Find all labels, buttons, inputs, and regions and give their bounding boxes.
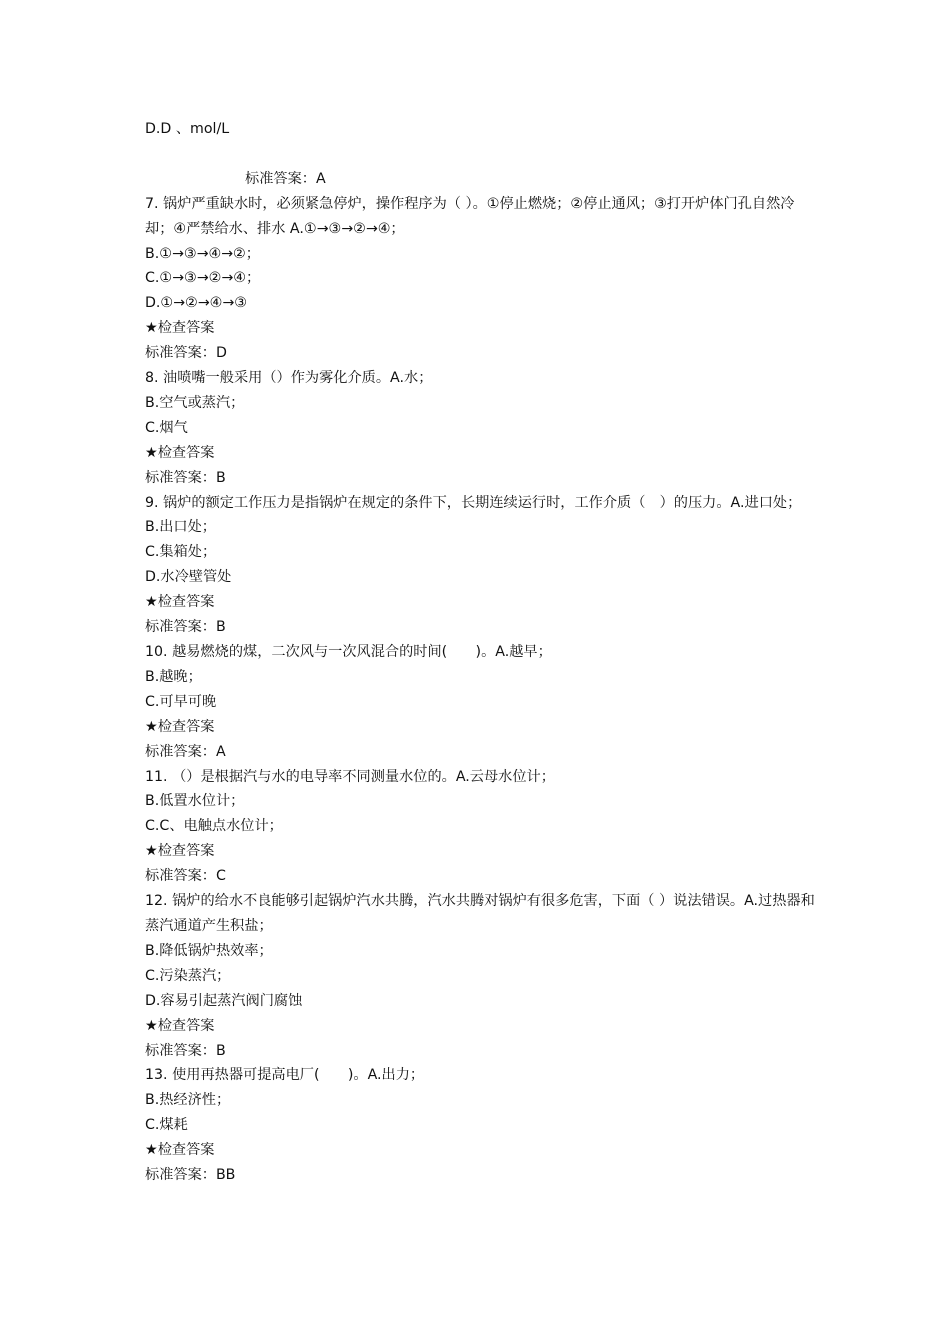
answer-option: D.容易引起蒸汽阀门腐蚀 [145,992,303,1009]
question-list [145,192,815,1188]
standard-answer: 标准答案：B [145,619,226,636]
question-block [145,1063,815,1188]
standard-answer: 标准答案：B [145,1042,226,1059]
question-stem: 13. 使用再热器可提高电厂( )。A.出力； [145,1067,425,1084]
answer-option: B.空气或蒸汽； [145,394,245,411]
question-block [145,192,815,366]
answer-option: C.烟气 [145,419,188,436]
check-answer-link[interactable]: ★检查答案 [145,843,215,860]
answer-option: B.热经济性； [145,1092,231,1109]
question-stem: 12. 锅炉的给水不良能够引起锅炉汽水共腾，汽水共腾对锅炉有很多危害，下面（ ）说法错误。A.过热器和蒸汽通道产生积盐； [145,893,815,934]
answer-option: C.集箱处； [145,544,217,561]
check-answer-link[interactable]: ★检查答案 [145,1142,215,1159]
standard-answer: 标准答案：D [145,345,227,362]
answer-option: D.①→②→④→③ [145,295,247,312]
answer-option: B.出口处； [145,519,216,536]
question-block [145,889,815,1063]
check-answer-link[interactable]: ★检查答案 [145,718,215,735]
question-stem: 11. （）是根据汽与水的电导率不同测量水位的。A.云母水位计； [145,768,555,785]
answer-option: B.低置水位计； [145,793,245,810]
check-answer-link[interactable]: ★检查答案 [145,594,215,611]
prev-option: D.D 、mol/L [145,121,230,137]
question-stem: 7. 锅炉严重缺水时，必须紧急停炉，操作程序为（ ）。①停止燃烧；②停止通风；③打开炉体门孔自然冷却；④严禁给水、排水 A.①→③→②→④； [145,195,795,237]
question-block [145,765,815,890]
answer-option: C.污染蒸汽； [145,967,231,984]
document-page [145,117,815,1188]
spacer [145,142,815,167]
answer-option: C.①→③→②→④； [145,270,261,287]
question-stem: 10. 越易燃烧的煤，二次风与一次风混合的时间( )。A.越早； [145,644,552,661]
question-block [145,366,815,491]
answer-option: C.可早可晚 [145,693,217,710]
standard-answer: 标准答案：BB [145,1167,236,1184]
check-answer-link[interactable]: ★检查答案 [145,1017,215,1034]
answer-option: B.降低锅炉热效率； [145,942,273,959]
question-block [145,640,815,765]
answer-option: C.煤耗 [145,1117,188,1134]
standard-answer: 标准答案：C [145,868,226,885]
check-answer-link[interactable]: ★检查答案 [145,444,215,461]
standard-answer: 标准答案：B [145,469,226,486]
question-stem: 9. 锅炉的额定工作压力是指锅炉在规定的条件下，长期连续运行时，工作介质（ ）的压力。A.进口处； [145,494,802,511]
answer-option: B.越晚； [145,668,202,685]
question-stem: 8. 油喷嘴一般采用（）作为雾化介质。A.水； [145,370,433,387]
question-block [145,491,815,640]
check-answer-link[interactable]: ★检查答案 [145,320,215,337]
answer-option: D.水冷壁管处 [145,569,232,586]
prev-answer: 标准答案：A [245,170,326,187]
standard-answer: 标准答案：A [145,743,226,760]
answer-option: B.①→③→④→②； [145,245,260,262]
answer-option: C.C、电触点水位计； [145,818,283,835]
